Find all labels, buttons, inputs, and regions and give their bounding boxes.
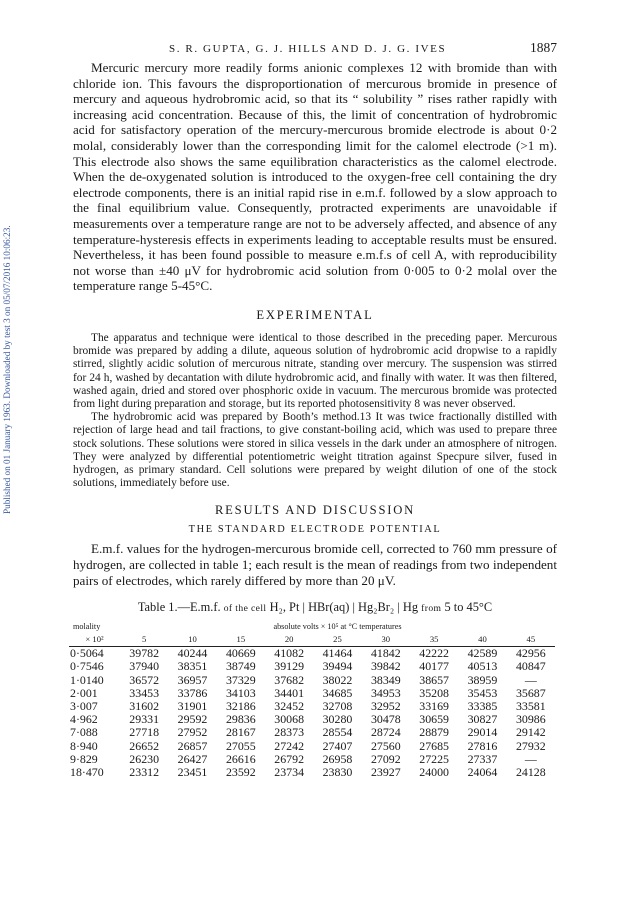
emf-cell: 27560 bbox=[370, 738, 401, 753]
emf-cell: 40847 bbox=[515, 659, 546, 674]
emf-cell: 28879 bbox=[419, 725, 449, 740]
temperature-header: 35 bbox=[410, 631, 458, 647]
table-caption bbox=[73, 600, 557, 615]
emf-cell: 23830 bbox=[322, 764, 353, 779]
table-row bbox=[69, 753, 555, 766]
emf-cell: 32186 bbox=[225, 698, 256, 713]
emf-cell: 28554 bbox=[322, 725, 353, 740]
table-row bbox=[69, 674, 555, 687]
emf-cell: 34685 bbox=[322, 685, 353, 700]
emf-cell: 34953 bbox=[370, 685, 401, 700]
emf-cell: 42956 bbox=[515, 646, 546, 661]
intro-paragraph: Mercuric mercury more readily forms anionic complexes 12 with bromide than with chloride ion. This favours the disproportionation of mercurous bromide in presence of mercury and aqueous hydrobromic acid, so that its “ solubility ” rises rather rapidly with increasing acid concentration. Because of this, the limit of concentration of hydrobromic acid for satisfactory operation of the mercury-mercurous bromide electrode is about 0·2 molal, considerably lower than the corresponding limit for the calomel electrode (>1 m). This electrode also shows the same equilibration characteristics as the calomel electrode. When the de-oxygenated solution is introduced to the oxygen-free cell containing the dry electrode components, there is an initial rapid rise in e.m.f. followed by a slow approach to the final equilibrium value. Consequently, protracted experiments are unavoidable if measurements over a temperature range are not to be adversely affected, and absence of any temperature-hysteresis effects in experiments leading to acceptable results must be ensured. Nevertheless, it has been found possible to measure e.m.f.s of cell A, with reproducibility not worse than ±40 μV for hydrobromic acid solution from 0·005 to 0·2 molal over the temperature range 5-45°C. bbox=[73, 60, 557, 294]
emf-cell: 24000 bbox=[419, 764, 449, 779]
emf-cell: 24128 bbox=[515, 764, 546, 779]
emf-cell: 26857 bbox=[177, 738, 208, 753]
emf-cell: 27685 bbox=[419, 738, 449, 753]
table-caption-cell: H₂, Pt | HBr(aq) | Hg₂Br₂ | Hg bbox=[269, 600, 419, 615]
temperature-header: 20 bbox=[265, 631, 313, 647]
emf-cell: 36957 bbox=[177, 672, 208, 687]
temperature-header: 40 bbox=[458, 631, 506, 647]
emf-cell: 30280 bbox=[322, 712, 353, 727]
page-number: 1887 bbox=[530, 40, 557, 55]
temperature-header: 10 bbox=[168, 631, 216, 647]
experimental-paragraph-1: The apparatus and technique were identical to those described in the preceding paper. Mercurous bromide was prepared by adding a dilute, aqueous solution of hydrobromic acid dropwise to a rapidly stirred, slightly acidic solution of mercurous nitrate, standing over mercury. The suspension was stirred for 24 h, washed by decantation with dilute hydrobromic acid, and finally with water. It was then filtered, washed again, dried and stored over phosphoric oxide in vacuum. The mercurous bromide was protected from light during preparation and storage, but its reported photosensitivity 8 was never observed. bbox=[73, 331, 557, 410]
emf-cell: 29592 bbox=[177, 712, 208, 727]
subsection-heading: THE STANDARD ELECTRODE POTENTIAL bbox=[188, 524, 442, 536]
temperature-header: 15 bbox=[217, 631, 265, 647]
emf-cell: 36572 bbox=[129, 672, 160, 687]
temperature-header: 30 bbox=[362, 631, 410, 647]
volts-header: absolute volts × 10⁵ at °C temperatures bbox=[273, 622, 402, 632]
emf-cell: 24064 bbox=[467, 764, 498, 779]
emf-cell: 29142 bbox=[515, 725, 546, 740]
emf-cell: 26792 bbox=[274, 751, 305, 766]
emf-cell: 27242 bbox=[274, 738, 305, 753]
emf-cell: 28724 bbox=[370, 725, 401, 740]
emf-cell: 23592 bbox=[225, 764, 256, 779]
emf-cell: 23312 bbox=[129, 764, 160, 779]
temperature-header: 45 bbox=[507, 631, 555, 647]
temperature-header: 5 bbox=[120, 631, 168, 647]
emf-cell: 38657 bbox=[419, 672, 449, 687]
emf-cell: 32452 bbox=[274, 698, 305, 713]
emf-cell: 29836 bbox=[225, 712, 256, 727]
emf-cell: 35208 bbox=[419, 685, 449, 700]
emf-cell: 31901 bbox=[177, 698, 208, 713]
emf-cell: 42222 bbox=[419, 646, 449, 661]
emf-cell: 27952 bbox=[177, 725, 208, 740]
emf-cell: 27055 bbox=[225, 738, 256, 753]
running-head bbox=[73, 40, 557, 58]
emf-cell: 40244 bbox=[177, 646, 208, 661]
emf-cell: 23734 bbox=[274, 764, 305, 779]
emf-cell: 30478 bbox=[370, 712, 401, 727]
temperature-header: 25 bbox=[313, 631, 361, 647]
emf-cell: 37940 bbox=[129, 659, 160, 674]
molality-cell: 9·829 bbox=[70, 751, 98, 766]
emf-cell: 29331 bbox=[129, 712, 160, 727]
emf-cell: 30827 bbox=[467, 712, 498, 727]
molality-header: molality bbox=[73, 622, 101, 632]
emf-cell: 38351 bbox=[177, 659, 208, 674]
journal-page bbox=[70, 40, 557, 779]
emf-cell: 27225 bbox=[419, 751, 449, 766]
molality-cell: 1·0140 bbox=[70, 672, 104, 687]
download-notice: Published on 01 January 1963. Downloaded by test 3 on 05/07/2016 10:06:23. bbox=[2, 225, 12, 515]
emf-table bbox=[69, 619, 555, 779]
emf-cell: 37682 bbox=[274, 672, 305, 687]
emf-cell: 23451 bbox=[177, 764, 208, 779]
emf-cell: — bbox=[524, 672, 537, 687]
emf-cell: 23927 bbox=[370, 764, 401, 779]
emf-cell: 33786 bbox=[177, 685, 208, 700]
molality-cell: 3·007 bbox=[70, 698, 98, 713]
table-caption-from: from bbox=[421, 603, 442, 615]
emf-cell: 39129 bbox=[274, 659, 305, 674]
table-caption-prefix: Table 1.—E.m.f. bbox=[137, 600, 221, 615]
emf-cell: 26652 bbox=[129, 738, 160, 753]
molality-cell: 8·940 bbox=[70, 738, 98, 753]
table-caption-of-the-cell: of the cell bbox=[223, 603, 267, 615]
emf-cell: 30068 bbox=[274, 712, 305, 727]
emf-cell: 27718 bbox=[129, 725, 160, 740]
results-paragraph: E.m.f. values for the hydrogen-mercurous bromide cell, corrected to 760 mm pressure of hydrogen, are collected in table 1; each result is the mean of readings from two independent pairs of electrodes, which rarely differed by more than 20 μV. bbox=[73, 541, 557, 588]
emf-cell: 31602 bbox=[129, 698, 160, 713]
table-row bbox=[69, 647, 555, 661]
molality-cell: 7·088 bbox=[70, 725, 98, 740]
emf-cell: 39494 bbox=[322, 659, 353, 674]
emf-cell: 33169 bbox=[419, 698, 449, 713]
temperature-header-row bbox=[69, 631, 555, 647]
emf-cell: 33385 bbox=[467, 698, 498, 713]
table-row bbox=[69, 687, 555, 700]
emf-cell: 42589 bbox=[467, 646, 498, 661]
emf-cell: — bbox=[524, 751, 537, 766]
emf-cell: 32708 bbox=[322, 698, 353, 713]
emf-cell: 38349 bbox=[370, 672, 401, 687]
emf-cell: 30659 bbox=[419, 712, 449, 727]
table-row bbox=[69, 766, 555, 779]
emf-cell: 38959 bbox=[467, 672, 498, 687]
emf-cell: 33453 bbox=[129, 685, 160, 700]
emf-cell: 34103 bbox=[225, 685, 256, 700]
emf-cell: 33581 bbox=[515, 698, 546, 713]
emf-cell: 39782 bbox=[129, 646, 160, 661]
emf-cell: 26427 bbox=[177, 751, 208, 766]
emf-cell: 27407 bbox=[322, 738, 353, 753]
emf-cell: 27816 bbox=[467, 738, 498, 753]
emf-cell: 27337 bbox=[467, 751, 498, 766]
molality-cell: 18·470 bbox=[70, 764, 104, 779]
emf-cell: 35687 bbox=[515, 685, 546, 700]
emf-cell: 28167 bbox=[225, 725, 256, 740]
emf-cell: 30986 bbox=[515, 712, 546, 727]
emf-cell: 26230 bbox=[129, 751, 160, 766]
molality-cell: 2·001 bbox=[70, 685, 98, 700]
emf-cell: 41082 bbox=[274, 646, 305, 661]
emf-cell: 27092 bbox=[370, 751, 401, 766]
running-head-authors: S. R. GUPTA, G. J. HILLS AND D. J. G. IVES bbox=[169, 43, 447, 55]
emf-cell: 35453 bbox=[467, 685, 498, 700]
emf-cell: 32952 bbox=[370, 698, 401, 713]
table-row bbox=[69, 740, 555, 753]
molality-cell: 0·5064 bbox=[70, 646, 104, 661]
molality-unit: × 10² bbox=[69, 631, 120, 647]
experimental-paragraph-2: The hydrobromic acid was prepared by Booth’s method.13 It was twice fractionally distilled with rejection of large head and tail fractions, to give constant-boiling acid, which was used to prepare three stock solutions. These solutions were stored in silica vessels in the dark under an atmosphere of nitrogen. They were analyzed by differential potentiometric weight titration against Specpure silver, fused in hydrogen, as primary standard. Cell solutions were prepared by weight dilution of one of the stock solutions, immediately before use. bbox=[73, 411, 557, 490]
molality-cell: 4·962 bbox=[70, 712, 98, 727]
table-row bbox=[69, 726, 555, 739]
emf-cell: 26958 bbox=[322, 751, 353, 766]
emf-cell: 39842 bbox=[370, 659, 401, 674]
emf-cell: 41464 bbox=[322, 646, 353, 661]
emf-cell: 40669 bbox=[225, 646, 256, 661]
emf-cell: 38749 bbox=[225, 659, 256, 674]
table-caption-range: 5 to 45°C bbox=[444, 600, 493, 615]
emf-cell: 40513 bbox=[467, 659, 498, 674]
emf-cell: 41842 bbox=[370, 646, 401, 661]
emf-cell: 38022 bbox=[322, 672, 353, 687]
emf-cell: 40177 bbox=[419, 659, 449, 674]
table-body bbox=[69, 647, 555, 780]
table-row bbox=[69, 660, 555, 673]
emf-cell: 26616 bbox=[225, 751, 256, 766]
molality-cell: 0·7546 bbox=[70, 659, 104, 674]
emf-cell: 27932 bbox=[515, 738, 546, 753]
emf-cell: 37329 bbox=[225, 672, 256, 687]
emf-cell: 29014 bbox=[467, 725, 498, 740]
section-heading-results: RESULTS AND DISCUSSION bbox=[214, 503, 416, 518]
emf-cell: 34401 bbox=[274, 685, 305, 700]
section-heading-experimental: EXPERIMENTAL bbox=[256, 307, 374, 322]
emf-cell: 28373 bbox=[274, 725, 305, 740]
